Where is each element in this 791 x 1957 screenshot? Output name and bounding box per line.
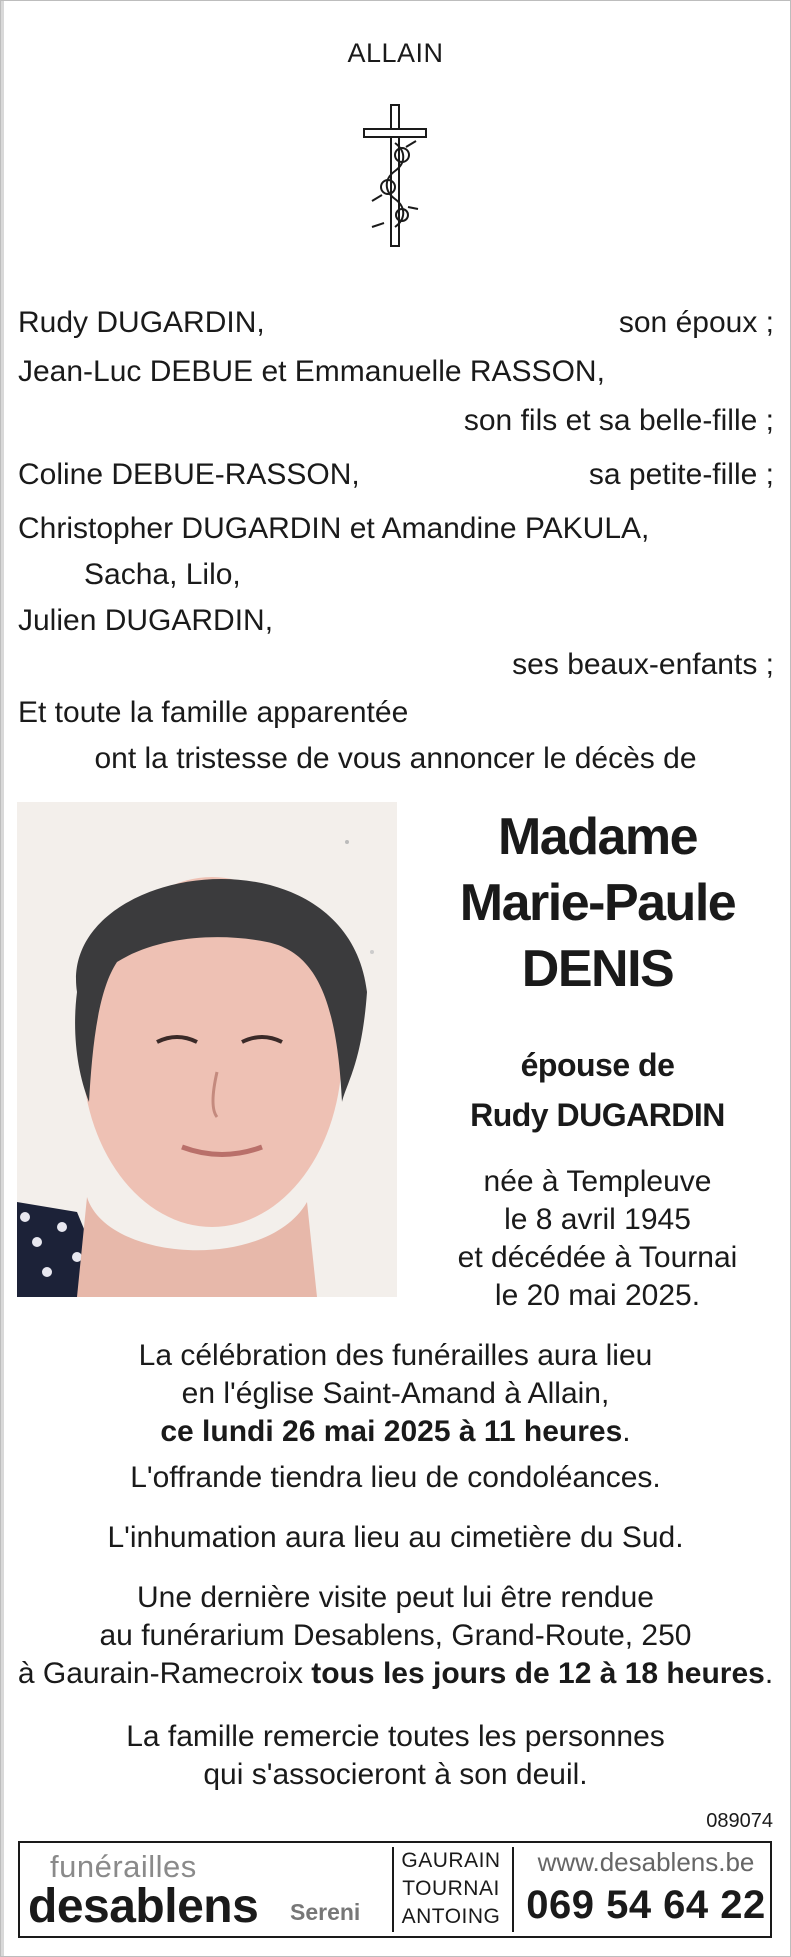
city: ANTOING: [401, 1905, 501, 1928]
cross-icon: [362, 103, 428, 248]
deceased-first-name: Marie-Paule: [459, 874, 736, 932]
divider: [392, 1847, 394, 1932]
ceremony-line: en l'église Saint-Amand à Allain,: [181, 1377, 610, 1410]
family-row: Jean-Luc DEBUE et Emmanuelle RASSON,: [18, 355, 605, 388]
family-relation: sa petite-fille ;: [588, 458, 774, 491]
death-place: et décédée à Tournai: [457, 1241, 738, 1274]
burial-line: L'inhumation aura lieu au cimetière du Sud.: [107, 1521, 684, 1554]
punctuation: .: [622, 1415, 631, 1448]
brand-logo-text: desablens: [28, 1880, 259, 1933]
deceased-title: Madame: [497, 808, 698, 866]
family-row: Et toute la famille apparentée: [18, 696, 409, 729]
divider: [512, 1847, 514, 1932]
thanks-line: qui s'associeront à son deuil.: [203, 1758, 588, 1791]
city: TOURNAI: [402, 1877, 500, 1900]
family-row: [18, 304, 774, 342]
family-relation: ses beaux-enfants ;: [512, 648, 774, 681]
phone-number[interactable]: 069 54 64 22: [526, 1883, 766, 1927]
funeral-home-banner: [18, 1841, 772, 1938]
visit-place: à Gaurain-Ramecroix: [17, 1657, 312, 1690]
death-date: le 20 mai 2025.: [494, 1279, 701, 1312]
cities-list: [398, 1847, 504, 1931]
deceased-last-name: DENIS: [521, 940, 674, 998]
family-row: Julien DUGARDIN,: [18, 604, 274, 637]
birth-place: née à Templeuve: [483, 1165, 712, 1198]
visit-line: au funérarium Desablens, Grand-Route, 250: [99, 1619, 692, 1652]
locality-heading: ALLAIN: [347, 38, 444, 68]
family-name: Coline DEBUE-RASSON,: [18, 458, 360, 491]
family-name: Rudy DUGARDIN,: [18, 306, 265, 339]
spouse-name: Rudy DUGARDIN: [470, 1097, 725, 1133]
family-row: [18, 456, 774, 494]
portrait-photo: [17, 802, 397, 1297]
visit-line: Une dernière visite peut lui être rendue: [137, 1581, 654, 1614]
visit-hours-line: [0, 1655, 791, 1693]
brand-top-text: funérailles: [50, 1849, 197, 1884]
ceremony-datetime: [0, 1413, 791, 1451]
birth-date: le 8 avril 1945: [504, 1203, 691, 1236]
family-relation: son fils et sa belle-fille ;: [463, 404, 774, 437]
family-relation: son époux ;: [618, 306, 774, 339]
thanks-line: La famille remercie toutes les personnes: [126, 1720, 665, 1753]
reference-number: 089074: [706, 1810, 773, 1832]
condolences-line: L'offrande tiendra lieu de condoléances.: [130, 1461, 661, 1494]
family-row: Sacha, Lilo,: [84, 558, 241, 591]
family-row: Christopher DUGARDIN et Amandine PAKULA,: [18, 512, 650, 545]
spouse-label: épouse de: [520, 1047, 675, 1083]
punctuation: .: [764, 1657, 774, 1690]
website-link[interactable]: www.desablens.be: [537, 1847, 755, 1877]
ceremony-date-bold: ce lundi 26 mai 2025 à 11 heures: [160, 1415, 623, 1448]
announcement-line: ont la tristesse de vous annoncer le décès de: [94, 742, 697, 775]
visit-hours-bold: tous les jours de 12 à 18 heures: [311, 1657, 765, 1690]
brand-sub-text: Sereni: [290, 1899, 361, 1925]
ceremony-line: La célébration des funérailles aura lieu: [138, 1339, 653, 1372]
city: GAURAIN: [401, 1849, 501, 1872]
